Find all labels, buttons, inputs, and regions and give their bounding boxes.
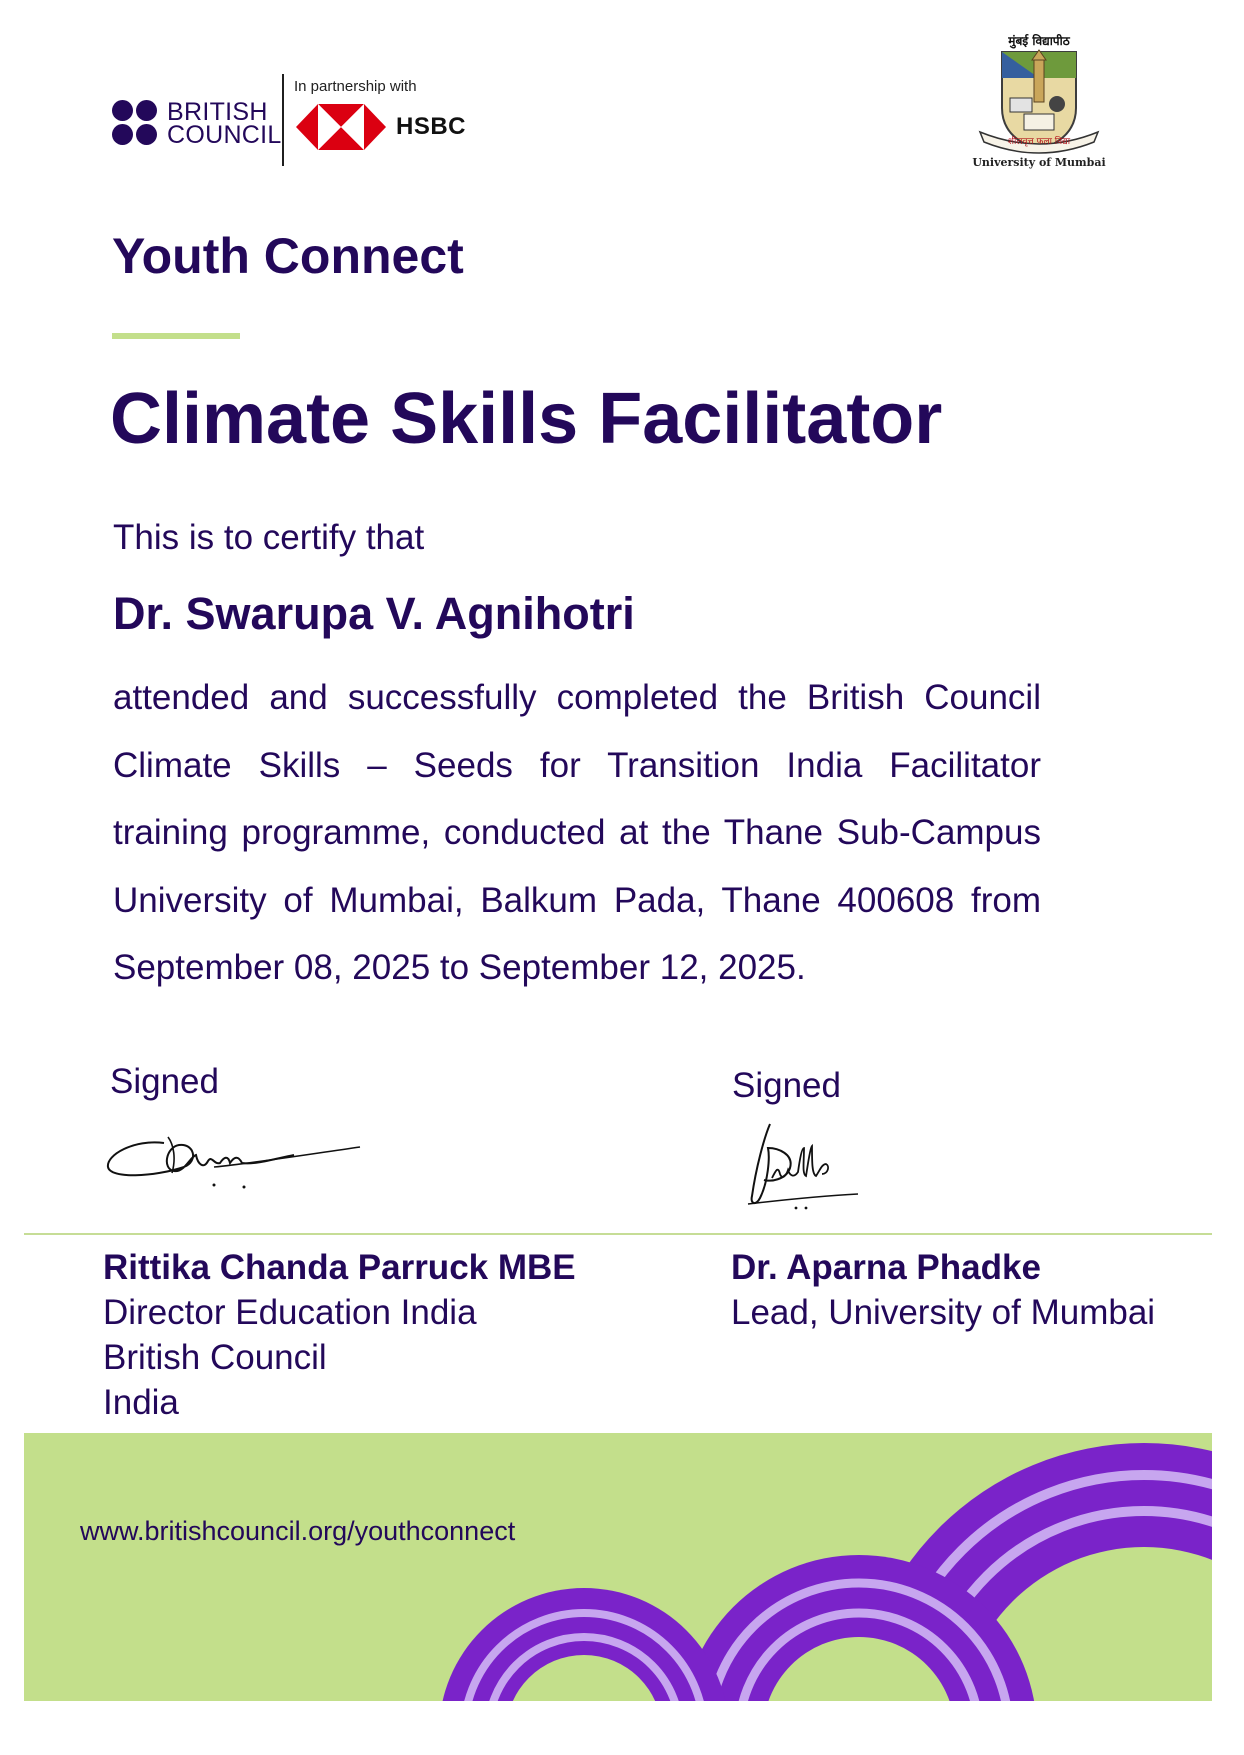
signed-label-2: Signed <box>732 1066 841 1105</box>
signature-divider <box>24 1233 1212 1235</box>
accent-rule <box>112 333 240 339</box>
british-council-wordmark: BRITISH COUNCIL <box>167 98 282 149</box>
university-name-devanagari: मुंबई विद्यापीठ <box>1008 34 1070 48</box>
partnership-text: In partnership with <box>294 78 417 95</box>
signatory-block-2 <box>731 1245 1155 1335</box>
signatory-name: Dr. Aparna Phadke <box>731 1248 1041 1287</box>
signed-label-1: Signed <box>110 1062 219 1101</box>
university-name: University of Mumbai <box>972 156 1106 169</box>
british-council-dots-icon <box>112 100 160 148</box>
certify-text: This is to certify that <box>113 518 425 557</box>
signatory-block-1 <box>103 1245 576 1425</box>
university-of-mumbai-seal <box>972 32 1106 172</box>
hsbc-hexagon-icon <box>296 104 386 150</box>
signature-rittika-icon <box>104 1125 364 1195</box>
signatory-country: India <box>103 1383 179 1422</box>
signatory-role: Lead, University of Mumbai <box>731 1293 1156 1332</box>
hsbc-name: HSBC <box>396 113 467 140</box>
footer-band <box>24 1433 1212 1701</box>
programme-name: Youth Connect <box>112 228 464 284</box>
signatory-organisation: British Council <box>103 1338 327 1377</box>
recipient-name: Dr. Swarupa V. Agnihotri <box>113 588 635 639</box>
footer-url[interactable]: www.britishcouncil.org/youthconnect <box>80 1516 516 1546</box>
british-council-logo <box>112 100 282 148</box>
certificate-title: Climate Skills Facilitator <box>110 379 943 459</box>
logo-divider <box>282 74 284 166</box>
signatory-role: Director Education India <box>103 1293 477 1332</box>
hsbc-logo <box>296 104 466 150</box>
certificate-body: attended and successfully completed the British Council Climate Skills – Seeds for Transition India Facilitator training programme, conducted at the Thane Sub-Campus University of Mumbai, Balkum Pada, Thane 400608 from September 08, 2025 to September 12, 2025. <box>113 678 1041 987</box>
university-motto: शीलवृत्त फला विद्या <box>1007 137 1071 147</box>
signature-aparna-icon <box>742 1118 872 1210</box>
signatory-name: Rittika Chanda Parruck MBE <box>103 1248 576 1287</box>
decorative-swirl-icon <box>24 1433 1212 1701</box>
